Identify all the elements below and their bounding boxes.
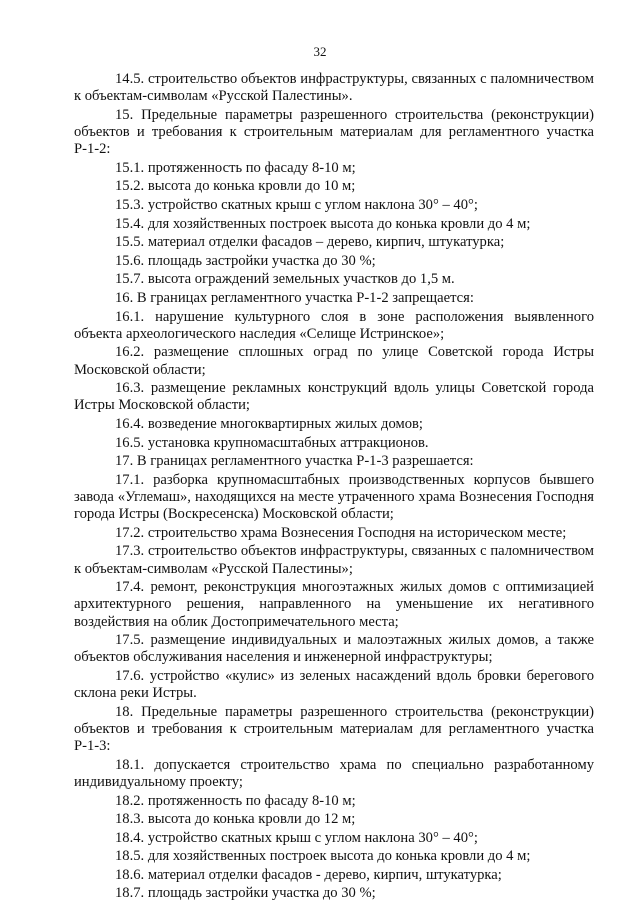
clause-18-2: 18.2. протяженность по фасаду 8-10 м; — [115, 792, 356, 809]
clause-15-2: 15.2. высота до конька кровли до 10 м; — [115, 178, 356, 195]
clause-17: 17. В границах регламентного участка Р-1-3 разрешается: — [115, 453, 474, 470]
clause-18-7: 18.7. площадь застройки участка до 30 %; — [115, 885, 376, 902]
clause-16-5: 16.5. установка крупномасштабных аттракционов. — [115, 434, 429, 451]
clause-18-3: 18.3. высота до конька кровли до 12 м; — [115, 811, 356, 828]
clause-17-3: 17.3. строительство объектов инфраструктуры, связанных с паломничеством к объектам-символам «Русской Палестины»; — [74, 543, 594, 577]
clause-15-5: 15.5. материал отделки фасадов – дерево, кирпич, штукатурка; — [115, 234, 505, 251]
clause-16-4: 16.4. возведение многоквартирных жилых домов; — [115, 415, 423, 432]
clause-15-6: 15.6. площадь застройки участка до 30 %; — [115, 252, 376, 269]
clause-17-6: 17.6. устройство «кулис» из зеленых насаждений вдоль бровки берегового склона реки Истры. — [74, 667, 594, 702]
clause-18-1: 18.1. допускается строительство храма по специально разработанному индивидуальному проекту; — [74, 756, 594, 790]
clause-15: 15. Предельные параметры разрешенного строительства (реконструкции) объектов и требования к строительным материалам для регламентного участка Р-1-2: — [74, 106, 594, 158]
clause-18-6: 18.6. материал отделки фасадов - дерево, кирпич, штукатурка; — [115, 866, 502, 883]
clause-18-4: 18.4. устройство скатных крыш с углом наклона 30° – 40°; — [115, 829, 478, 846]
page-number: 32 — [313, 44, 327, 59]
clause-16-2: 16.2. размещение сплошных оград по улице Советской города Истры Московской области; — [74, 344, 594, 378]
clause-17-1: 17.1. разборка крупномасштабных производственных корпусов бывшего завода «Углемаш», находящихся на месте утраченного храма Вознесения Господня города Истры (Воскресенска) Московской области; — [74, 471, 594, 523]
clause-15-3: 15.3. устройство скатных крыш с углом наклона 30° – 40°; — [115, 196, 478, 213]
clause-15-4: 15.4. для хозяйственных построек высота до конька кровли до 4 м; — [115, 215, 531, 232]
clause-17-4: 17.4. ремонт, реконструкция многоэтажных жилых домов с оптимизацией архитектурного решения, направленного на уменьшение их негативного воздействия на облик Достопримечательного места; — [74, 579, 594, 630]
clause-16: 16. В границах регламентного участка Р-1-2 запрещается: — [115, 289, 474, 306]
document-body — [74, 71, 594, 903]
clause-17-5: 17.5. размещение индивидуальных и малоэтажных жилых домов, а также объектов обслуживания населения и инженерной инфраструктуры; — [74, 632, 594, 666]
clause-15-1: 15.1. протяженность по фасаду 8-10 м; — [115, 159, 356, 176]
clause-17-2: 17.2. строительство храма Вознесения Господня на историческом месте; — [115, 524, 567, 541]
clause-15-7: 15.7. высота ограждений земельных участков до 1,5 м. — [115, 271, 455, 288]
clause-18: 18. Предельные параметры разрешенного строительства (реконструкции) объектов и требования к строительным материалам для регламентного участка Р-1-3: — [74, 703, 594, 755]
clause-18-5: 18.5. для хозяйственных построек высота до конька кровли до 4 м; — [115, 848, 531, 865]
clause-14-5: 14.5. строительство объектов инфраструктуры, связанных с паломничеством к объектам-символам «Русской Палестины». — [74, 71, 594, 105]
clause-16-3: 16.3. размещение рекламных конструкций вдоль улицы Советской города Истры Московской области; — [74, 380, 594, 414]
clause-16-1: 16.1. нарушение культурного слоя в зоне расположения выявленного объекта археологического наследия «Селище Истринское»; — [74, 308, 594, 342]
